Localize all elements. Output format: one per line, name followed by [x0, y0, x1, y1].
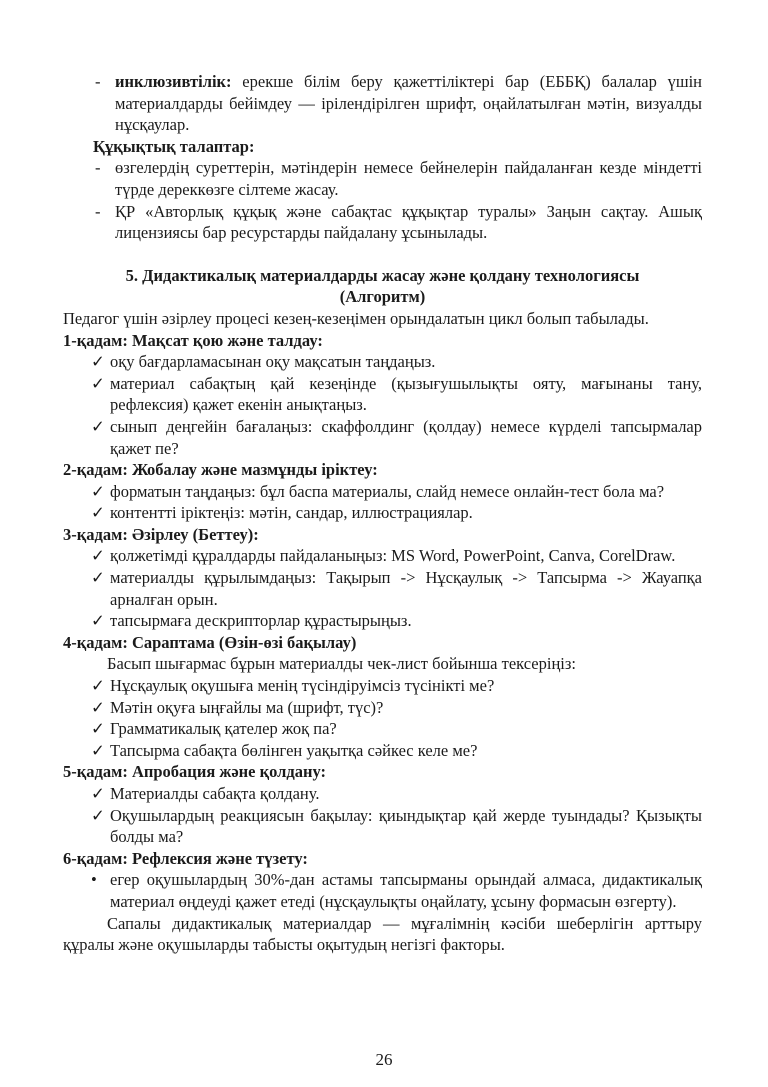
- page-number: 26: [375, 1050, 393, 1069]
- check-icon: ✓: [91, 784, 105, 803]
- section-subtitle: (Алгоритм): [339, 287, 426, 307]
- step-6-label: 6-қадам: Рефлексия және түзету:: [63, 848, 308, 868]
- checklist-item: [63, 481, 702, 503]
- step-1: [63, 330, 702, 460]
- bullet-item-text: егер оқушылардың 30%-дан астамы тапсырманы орындай алмаса, дидактикалық материал өңдеуді қажет етеді (нұсқаулықты оңайлату, ұсыну формасын өзгерту).: [110, 870, 702, 911]
- checklist-item-text: сынып деңгейін бағалаңыз: скаффолдинг (қолдау) немесе күрделі тапсырмалар қажет пе?: [110, 416, 702, 458]
- checklist-item-text: тапсырмаға дескрипторлар құрастырыңыз.: [110, 611, 412, 631]
- closing-paragraph: Сапалы дидактикалық материалдар — мұғалімнің кәсіби шеберлігін арттыру құралы және оқушыларды табысты оқытудың негізгі факторы.: [63, 913, 702, 955]
- check-icon: ✓: [91, 697, 105, 717]
- checklist-item: [63, 783, 702, 805]
- checklist-item: [63, 740, 702, 762]
- check-icon: ✓: [91, 416, 105, 436]
- checklist-item-text: контентті іріктеңіз: мәтін, сандар, иллюстрациялар.: [110, 503, 473, 523]
- step-4-label: 4-қадам: Сараптама (Өзін-өзі бақылау): [63, 632, 357, 652]
- checklist-item-text: Грамматикалық қателер жоқ па?: [110, 719, 337, 739]
- checklist-item: [63, 351, 702, 373]
- section-intro-paragraph: Педагог үшін әзірлеу процесі кезең-кезеңімен орындалатын цикл болып табылады.: [63, 308, 649, 328]
- list-item-text: өзгелердің суреттерін, мәтіндерін немесе бейнелерін пайдаланған кезде міндетті түрде дереккөзге сілтеме жасау.: [115, 158, 702, 199]
- step-4: [63, 632, 702, 762]
- checklist-item-text: Материалды сабақта қолдану.: [110, 784, 320, 803]
- check-icon: ✓: [91, 503, 105, 523]
- checklist-item-text: қолжетімді құралдарды пайдаланыңыз: MS Word, PowerPoint, Canva, CorelDraw.: [110, 546, 676, 566]
- list-item-text: ҚР «Авторлық құқық және сабақтас құқықтар туралы» Заңын сақтау. Ашық лицензиясы бар ресурстарды пайдалану ұсынылады.: [115, 201, 702, 243]
- requirements-list: [63, 71, 702, 244]
- checklist-item: [63, 675, 702, 697]
- section-heading: [63, 265, 702, 308]
- list-item-lead: инклюзивтілік:: [115, 72, 243, 91]
- list-item-text: ерекше білім беру қажеттіліктері бар (ЕББҚ) балалар үшін материалдарды бейімдеу — ірілендірілген шрифт, оңайлатылған мәтін, визуалды нұсқаулар.: [115, 72, 702, 135]
- checklist-item: [63, 545, 702, 567]
- check-icon: ✓: [91, 481, 105, 501]
- dash-bullet: -: [95, 158, 101, 178]
- dash-bullet: -: [95, 72, 101, 91]
- list-item-attribution: [63, 157, 702, 200]
- check-icon: ✓: [91, 611, 105, 631]
- check-icon: ✓: [91, 373, 105, 393]
- checklist-item-text: Тапсырма сабақта бөлінген уақытқа сәйкес келе ме?: [110, 740, 478, 760]
- step-2: [63, 459, 702, 524]
- step-3-label: 3-қадам: Әзірлеу (Беттеу):: [63, 524, 259, 544]
- bullet-item: [63, 869, 702, 912]
- checklist-item-text: Нұсқаулық оқушыға менің түсіндіруімсіз түсінікті ме?: [110, 676, 495, 696]
- checklist-item: [63, 610, 702, 632]
- section-title: 5. Дидактикалық материалдарды жасау және қолдану технологиясы: [125, 265, 640, 285]
- checklist-item-text: Оқушылардың реакциясын бақылау: қиындықтар қай жерде туындады? Қызықты болды ма?: [110, 805, 702, 847]
- check-icon: ✓: [91, 719, 105, 739]
- dash-bullet: -: [95, 201, 101, 221]
- step-5-label: 5-қадам: Апробация және қолдану:: [63, 762, 327, 782]
- checklist-item: [63, 567, 702, 610]
- list-item-inclusivity: [63, 71, 702, 136]
- step-2-label: 2-қадам: Жобалау және мазмұнды іріктеу:: [63, 460, 378, 480]
- checklist-item: [63, 718, 702, 740]
- step-4-note: Басып шығармас бұрын материалды чек-лист бойынша тексеріңіз:: [107, 654, 576, 674]
- checklist-item-text: материалды құрылымдаңыз: Тақырып -> Нұсқаулық -> Тапсырма -> Жауапқа арналған орын.: [110, 568, 702, 609]
- checklist-item: [63, 416, 702, 459]
- checklist-item-text: оқу бағдарламасынан оқу мақсатын таңдаңыз.: [110, 352, 436, 372]
- step-6: [63, 848, 702, 913]
- step-5: [63, 761, 702, 847]
- check-icon: ✓: [91, 568, 105, 588]
- check-icon: ✓: [91, 740, 105, 760]
- check-icon: ✓: [91, 546, 105, 566]
- step-1-label: 1-қадам: Мақсат қою және талдау:: [63, 330, 323, 350]
- round-bullet: •: [91, 870, 97, 890]
- legal-requirements-subheading: Құқықтық талаптар:: [93, 136, 255, 156]
- list-item-copyright-law: [63, 201, 702, 244]
- checklist-item-text: Мәтін оқуға ыңғайлы ма (шрифт, түс)?: [110, 697, 384, 717]
- check-icon: ✓: [91, 805, 105, 825]
- checklist-item: [63, 805, 702, 848]
- check-icon: ✓: [91, 352, 105, 372]
- step-3: [63, 524, 702, 632]
- checklist-item: [63, 697, 702, 719]
- checklist-item-text: форматын таңдаңыз: бұл баспа материалы, слайд немесе онлайн-тест бола ма?: [110, 481, 665, 501]
- check-icon: ✓: [91, 676, 105, 696]
- checklist-item-text: материал сабақтың қай кезеңінде (қызығушылықты ояту, мағынаны тану, рефлексия) қажет екенін анықтаңыз.: [110, 373, 702, 415]
- checklist-item: [63, 502, 702, 524]
- checklist-item: [63, 373, 702, 416]
